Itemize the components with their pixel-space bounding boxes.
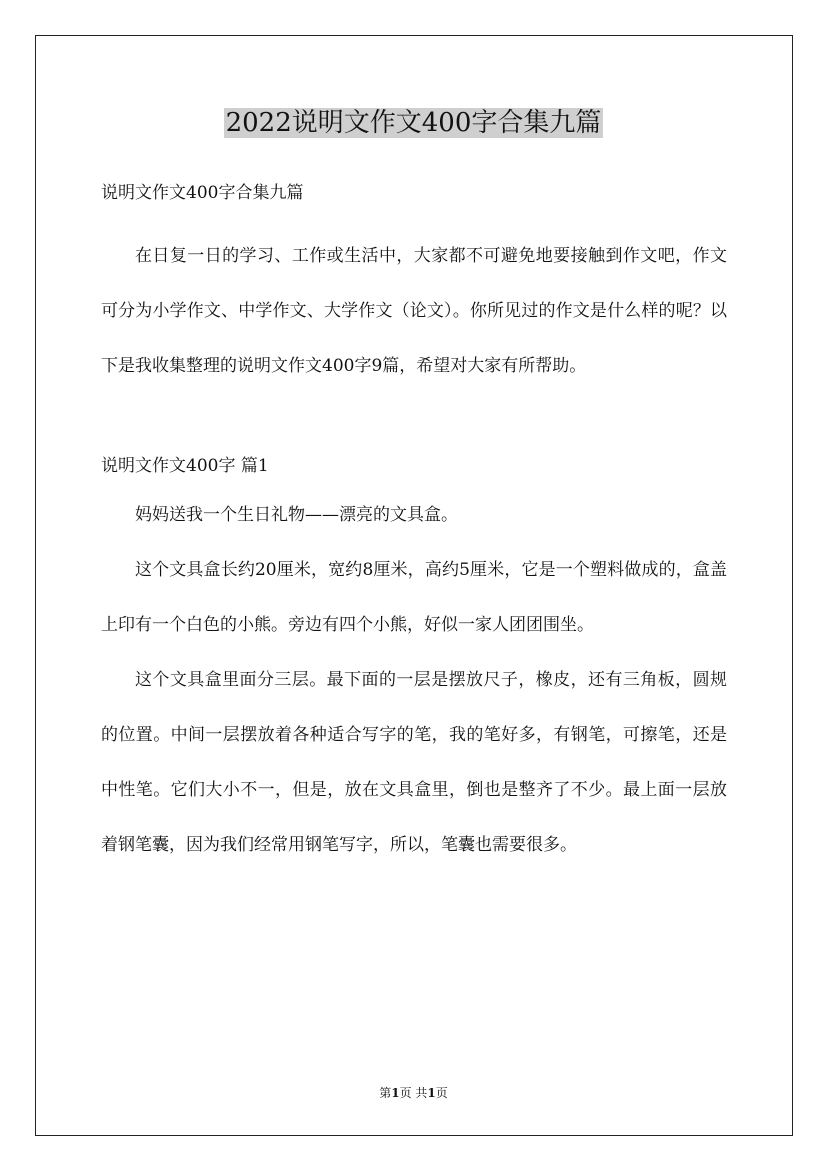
section-heading: 说明文作文400字 篇1 [101,456,269,476]
document-title-wrapper [0,103,827,143]
page-number-mid: 页 共 [399,1086,428,1100]
document-title: 2022说明文作文400字合集九篇 [225,108,602,138]
body-paragraph: 妈妈送我一个生日礼物——漂亮的文具盒。 [135,505,458,525]
page-number-prefix: 第 [379,1086,392,1100]
page-number-suffix: 页 [435,1086,448,1100]
document-subtitle: 说明文作文400字合集九篇 [101,183,304,203]
body-paragraph: 这个文具盒里面分三层。最下面的一层是摆放尺子，橡皮，还有三角板，圆规的位置。中间一层摆放着各种适合写字的笔，我的笔好多，有钢笔，可擦笔，还是中性笔。它们大小不一，但是，放在文具盒里，倒也是整齐了不少。最上面一层放着钢笔囊，因为我们经常用钢笔写字，所以，笔囊也需要很多。 [101,670,727,855]
intro-paragraph: 在日复一日的学习、工作或生活中，大家都不可避免地要接触到作文吧，作文可分为小学作文、中学作文、大学作文（论文）。你所见过的作文是什么样的呢？以下是我收集整理的说明文作文400字9篇，希望对大家有所帮助。 [101,246,727,376]
page-number-current: 1 [391,1086,400,1100]
page-number-total: 1 [427,1086,436,1100]
document-body [101,175,727,873]
body-paragraph: 这个文具盒长约20厘米，宽约8厘米，高约5厘米，它是一个塑料做成的，盒盖上印有一个白色的小熊。旁边有四个小熊，好似一家人团团围坐。 [101,560,727,635]
page-footer [0,1085,827,1101]
